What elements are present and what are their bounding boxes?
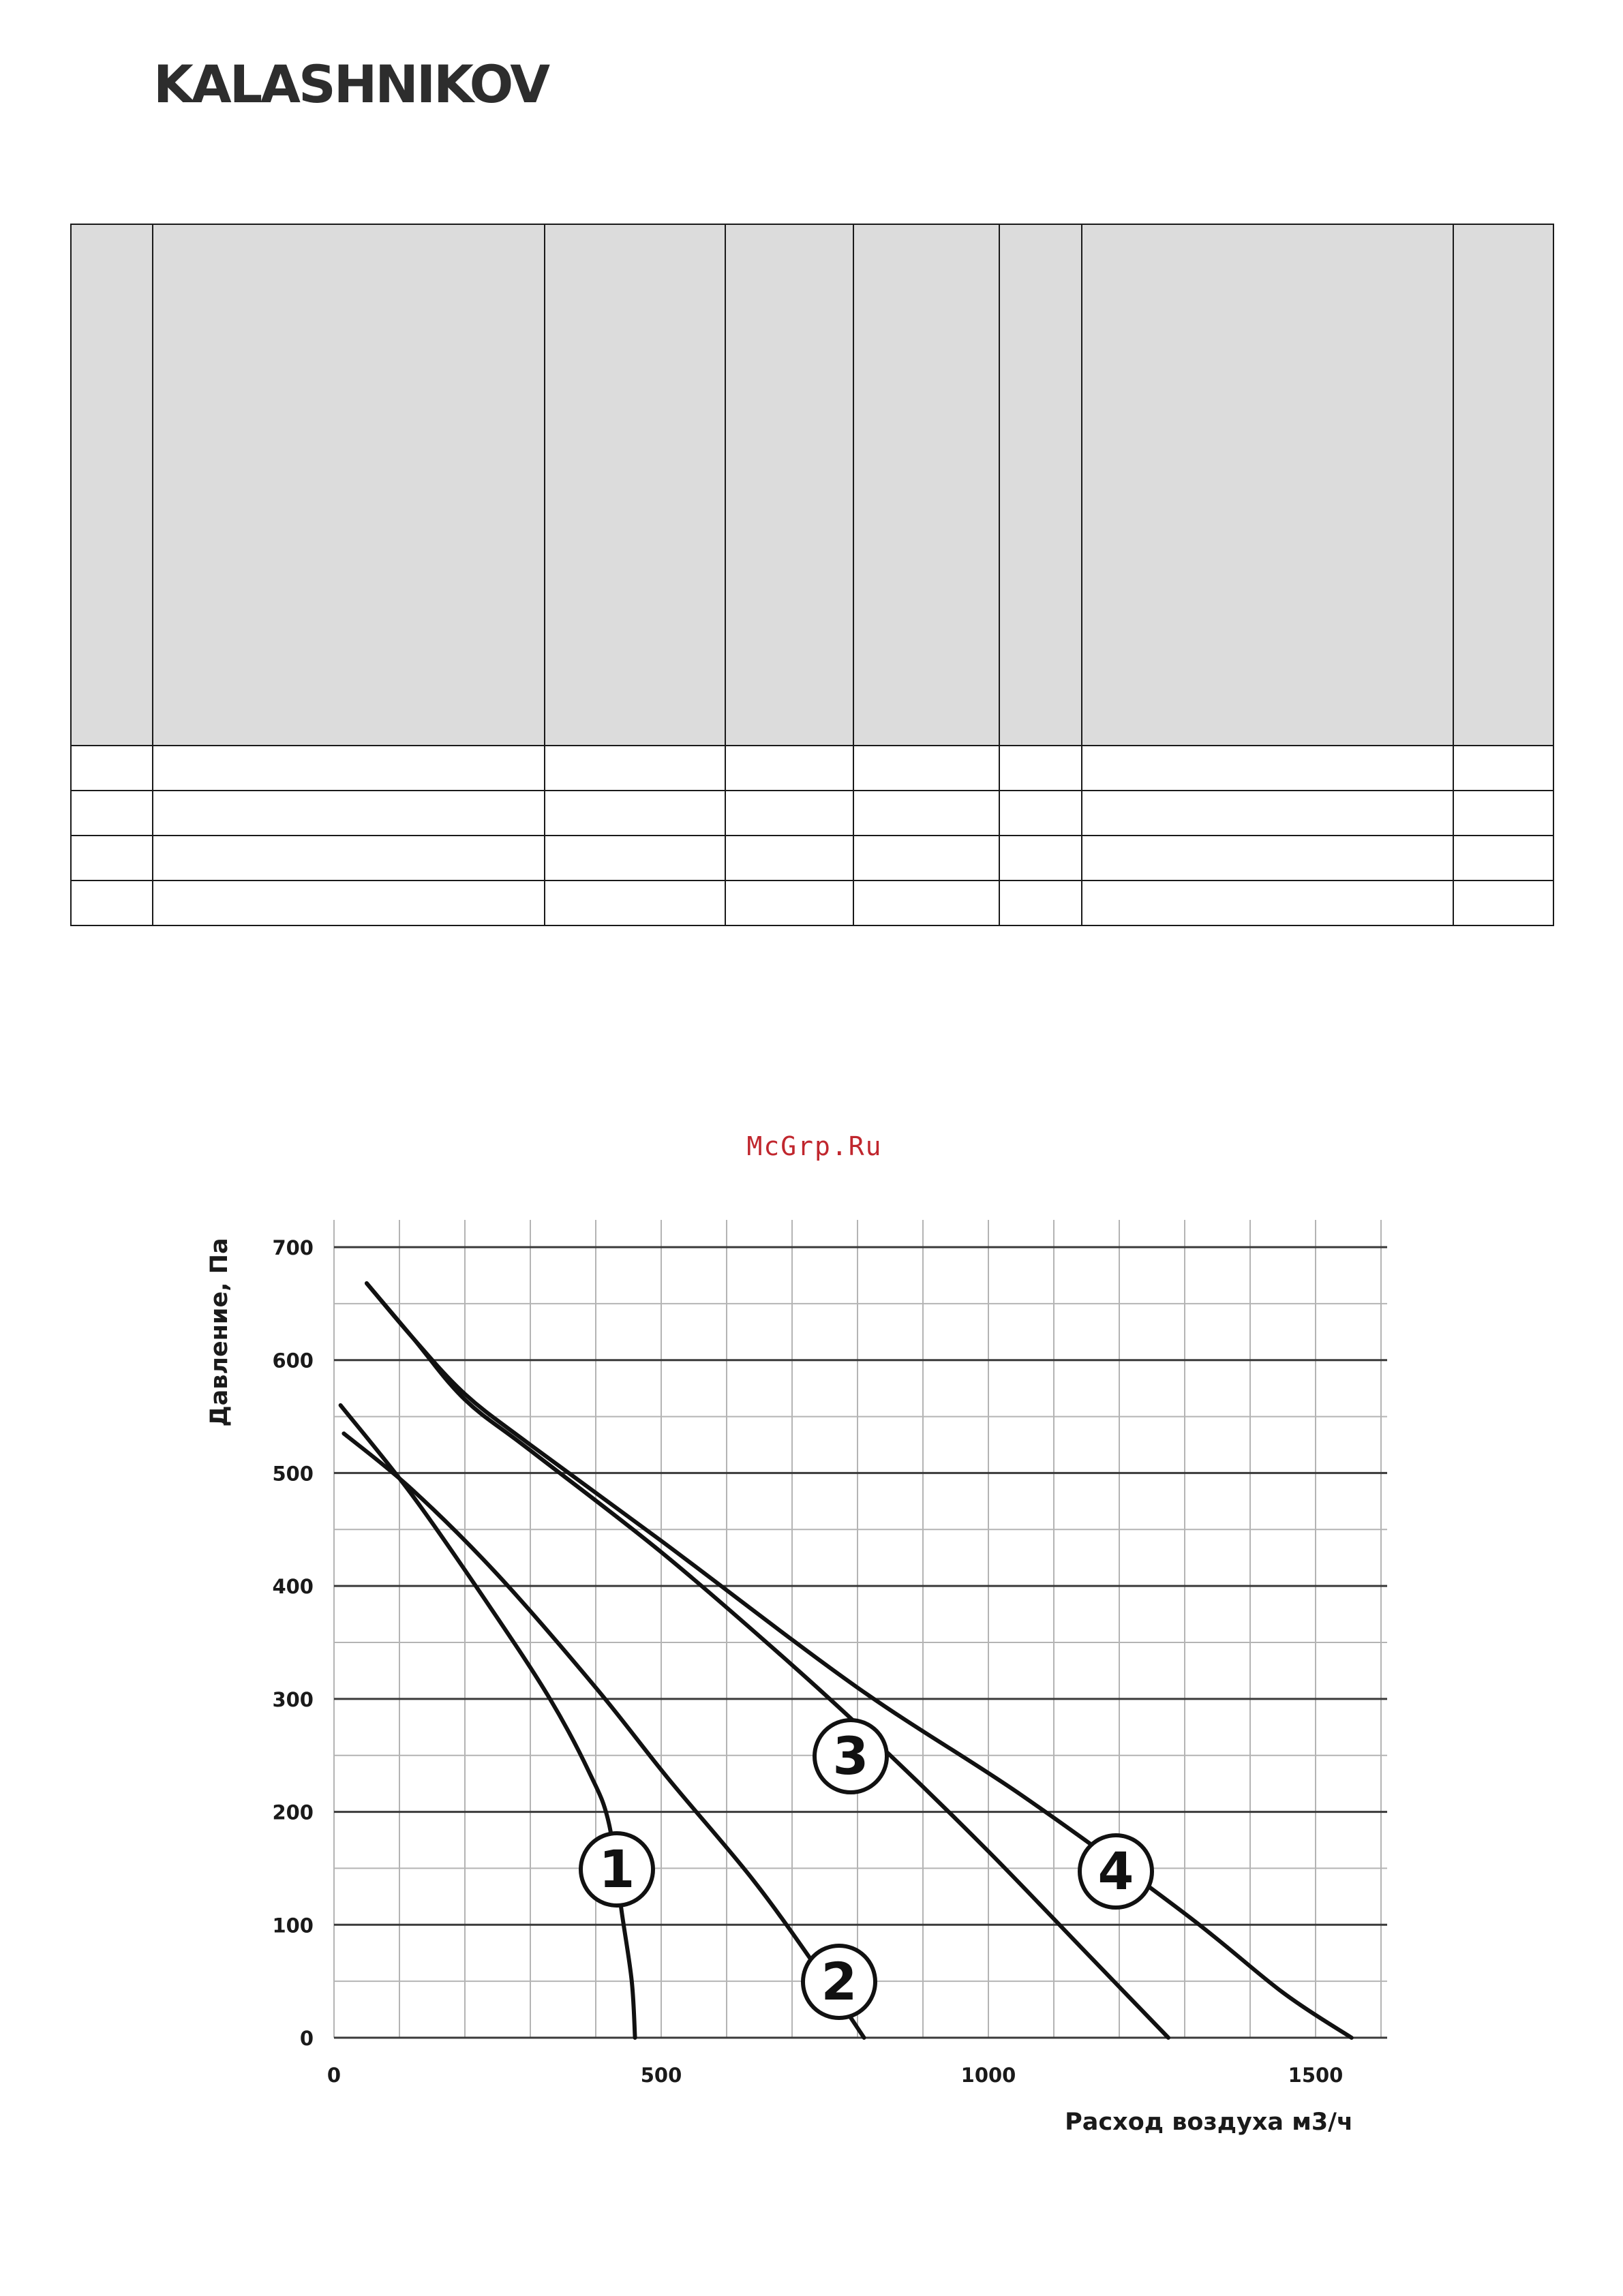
grid-minor bbox=[334, 1220, 1387, 2038]
curve-markers bbox=[581, 1720, 1152, 2018]
x-tick-label: 500 bbox=[640, 2064, 682, 2087]
curve-2 bbox=[344, 1433, 864, 2038]
y-tick-label: 200 bbox=[272, 1801, 314, 1824]
y-tick-label: 100 bbox=[272, 1914, 314, 1938]
y-tick-label: 0 bbox=[299, 2027, 314, 2050]
brand-logo: KALASHNIKOV bbox=[153, 54, 549, 114]
x-tick-label: 1500 bbox=[1288, 2064, 1344, 2087]
curve-marker-label: 4 bbox=[1097, 1841, 1134, 1901]
y-axis-label: Давление, Па bbox=[206, 1238, 233, 1427]
y-tick-label: 300 bbox=[272, 1687, 314, 1711]
y-tick-label: 700 bbox=[272, 1236, 314, 1259]
curve-1 bbox=[341, 1405, 635, 2038]
watermark-link[interactable]: McGrp.Ru bbox=[746, 1131, 883, 1161]
y-tick-label: 400 bbox=[272, 1575, 314, 1599]
x-tick-label: 1000 bbox=[960, 2064, 1016, 2087]
y-tick-label: 500 bbox=[272, 1462, 314, 1486]
curve-marker-label: 3 bbox=[832, 1726, 869, 1786]
x-tick-label: 0 bbox=[327, 2064, 342, 2087]
curve-marker-label: 1 bbox=[598, 1839, 635, 1899]
x-axis-label: Расход воздуха м3/ч bbox=[1065, 2109, 1353, 2136]
y-tick-label: 600 bbox=[272, 1349, 314, 1373]
curve-marker-label: 2 bbox=[821, 1951, 858, 2012]
